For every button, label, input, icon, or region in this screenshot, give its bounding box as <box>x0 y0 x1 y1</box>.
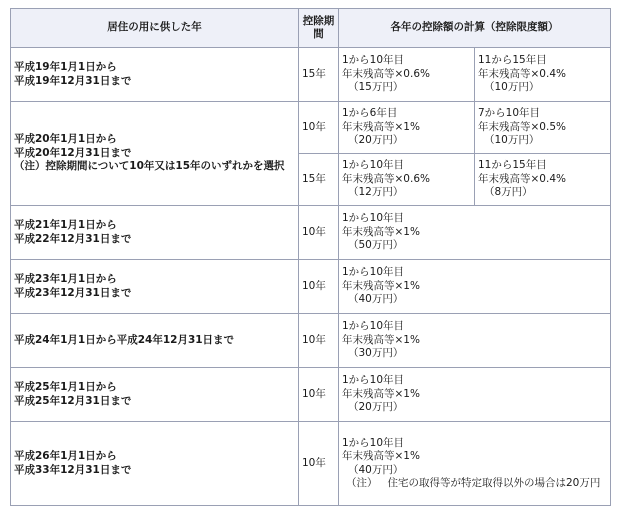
years-cell: 10年 <box>299 260 339 314</box>
years-cell: 15年 <box>299 154 339 206</box>
period-line: 平成24年1月1日から平成24年12月31日まで <box>14 333 235 346</box>
period-cell <box>11 314 299 368</box>
period-line: 平成20年12月31日まで <box>14 146 132 159</box>
calc-formula: 年末残高等×1% <box>342 225 420 238</box>
calc-range: 7から10年目 <box>478 107 541 120</box>
years-cell: 10年 <box>299 102 339 154</box>
calc-cell <box>475 102 611 154</box>
period-line: 平成19年12月31日まで <box>14 74 132 87</box>
table-row <box>11 102 611 154</box>
period-line: 平成22年12月31日まで <box>14 232 132 245</box>
table-row <box>11 422 611 506</box>
calc-cap: （8万円） <box>484 186 533 199</box>
calc-cell <box>339 260 611 314</box>
calc-cell <box>475 154 611 206</box>
period-line: 平成25年1月1日から <box>14 381 117 393</box>
calc-formula: 年末残高等×0.4% <box>478 67 566 80</box>
years-cell: 10年 <box>299 206 339 260</box>
calc-cap: （10万円） <box>484 81 540 94</box>
calc-cell <box>339 102 475 154</box>
header-period: 居住の用に供した年 <box>11 9 299 48</box>
calc-cap: （15万円） <box>348 81 404 94</box>
table-row <box>11 48 611 102</box>
period-line: 平成23年1月1日から <box>14 273 117 285</box>
deduction-table <box>10 8 611 506</box>
calc-cell <box>475 48 611 102</box>
years-cell: 15年 <box>299 48 339 102</box>
period-line: 平成19年1月1日から <box>14 61 117 73</box>
calc-cap: （20万円） <box>348 401 404 414</box>
calc-range: 1から10年目 <box>342 159 405 172</box>
period-cell <box>11 48 299 102</box>
header-deduction-period: 控除期間 <box>299 9 339 48</box>
note-text: 住宅の取得等が特定取得以外の場合は20万円 <box>387 477 601 489</box>
calc-range: 1から6年目 <box>342 107 398 120</box>
period-note: （注）控除期間について10年又は15年のいずれかを選択 <box>14 160 285 173</box>
calc-range: 1から10年目 <box>342 54 405 67</box>
years-cell: 10年 <box>299 422 339 506</box>
period-line: 平成21年1月1日から <box>14 219 117 231</box>
calc-formula: 年末残高等×0.6% <box>342 172 430 185</box>
period-cell <box>11 422 299 506</box>
period-line: 平成25年12月31日まで <box>14 394 132 407</box>
calc-formula: 年末残高等×0.6% <box>342 67 430 80</box>
calc-cap: （40万円） <box>348 293 404 306</box>
calc-range: 11から15年目 <box>478 159 547 172</box>
calc-cell <box>339 154 475 206</box>
calc-cap: （20万円） <box>348 134 404 147</box>
table-row <box>11 314 611 368</box>
calc-range: 1から10年目 <box>342 374 405 387</box>
table-row <box>11 206 611 260</box>
calc-note <box>342 477 607 491</box>
years-cell: 10年 <box>299 314 339 368</box>
period-cell <box>11 260 299 314</box>
calc-cap: （40万円） <box>348 463 404 476</box>
calc-formula: 年末残高等×1% <box>342 120 420 133</box>
header-row <box>11 9 611 48</box>
calc-cell <box>339 368 611 422</box>
calc-formula: 年末残高等×1% <box>342 387 420 400</box>
calc-cell <box>339 314 611 368</box>
calc-formula: 年末残高等×1% <box>342 333 420 346</box>
calc-range: 1から10年目 <box>342 212 405 225</box>
calc-cell <box>339 206 611 260</box>
years-cell: 10年 <box>299 368 339 422</box>
header-calculation: 各年の控除額の計算（控除限度額） <box>339 9 611 48</box>
period-line: 平成26年1月1日から <box>14 450 117 462</box>
period-line: 平成20年1月1日から <box>14 133 117 146</box>
calc-cell <box>339 422 611 506</box>
period-line: 平成23年12月31日まで <box>14 286 132 299</box>
calc-range: 1から10年目 <box>342 320 405 333</box>
calc-cap: （12万円） <box>348 186 404 199</box>
calc-cap: （50万円） <box>348 239 404 252</box>
calc-range: 11から15年目 <box>478 54 547 67</box>
calc-formula: 年末残高等×1% <box>342 450 420 462</box>
period-cell <box>11 368 299 422</box>
calc-cap: （10万円） <box>484 134 540 147</box>
calc-range: 1から10年目 <box>342 436 405 449</box>
period-line: 平成33年12月31日まで <box>14 463 132 476</box>
calc-range: 1から10年目 <box>342 266 405 279</box>
table-row <box>11 260 611 314</box>
table-row <box>11 368 611 422</box>
note-label: （注） <box>346 477 378 489</box>
calc-formula: 年末残高等×1% <box>342 279 420 292</box>
period-cell <box>11 206 299 260</box>
calc-cell <box>339 48 475 102</box>
calc-formula: 年末残高等×0.4% <box>478 172 566 185</box>
calc-formula: 年末残高等×0.5% <box>478 120 566 133</box>
calc-cap: （30万円） <box>348 347 404 360</box>
period-cell <box>11 102 299 206</box>
